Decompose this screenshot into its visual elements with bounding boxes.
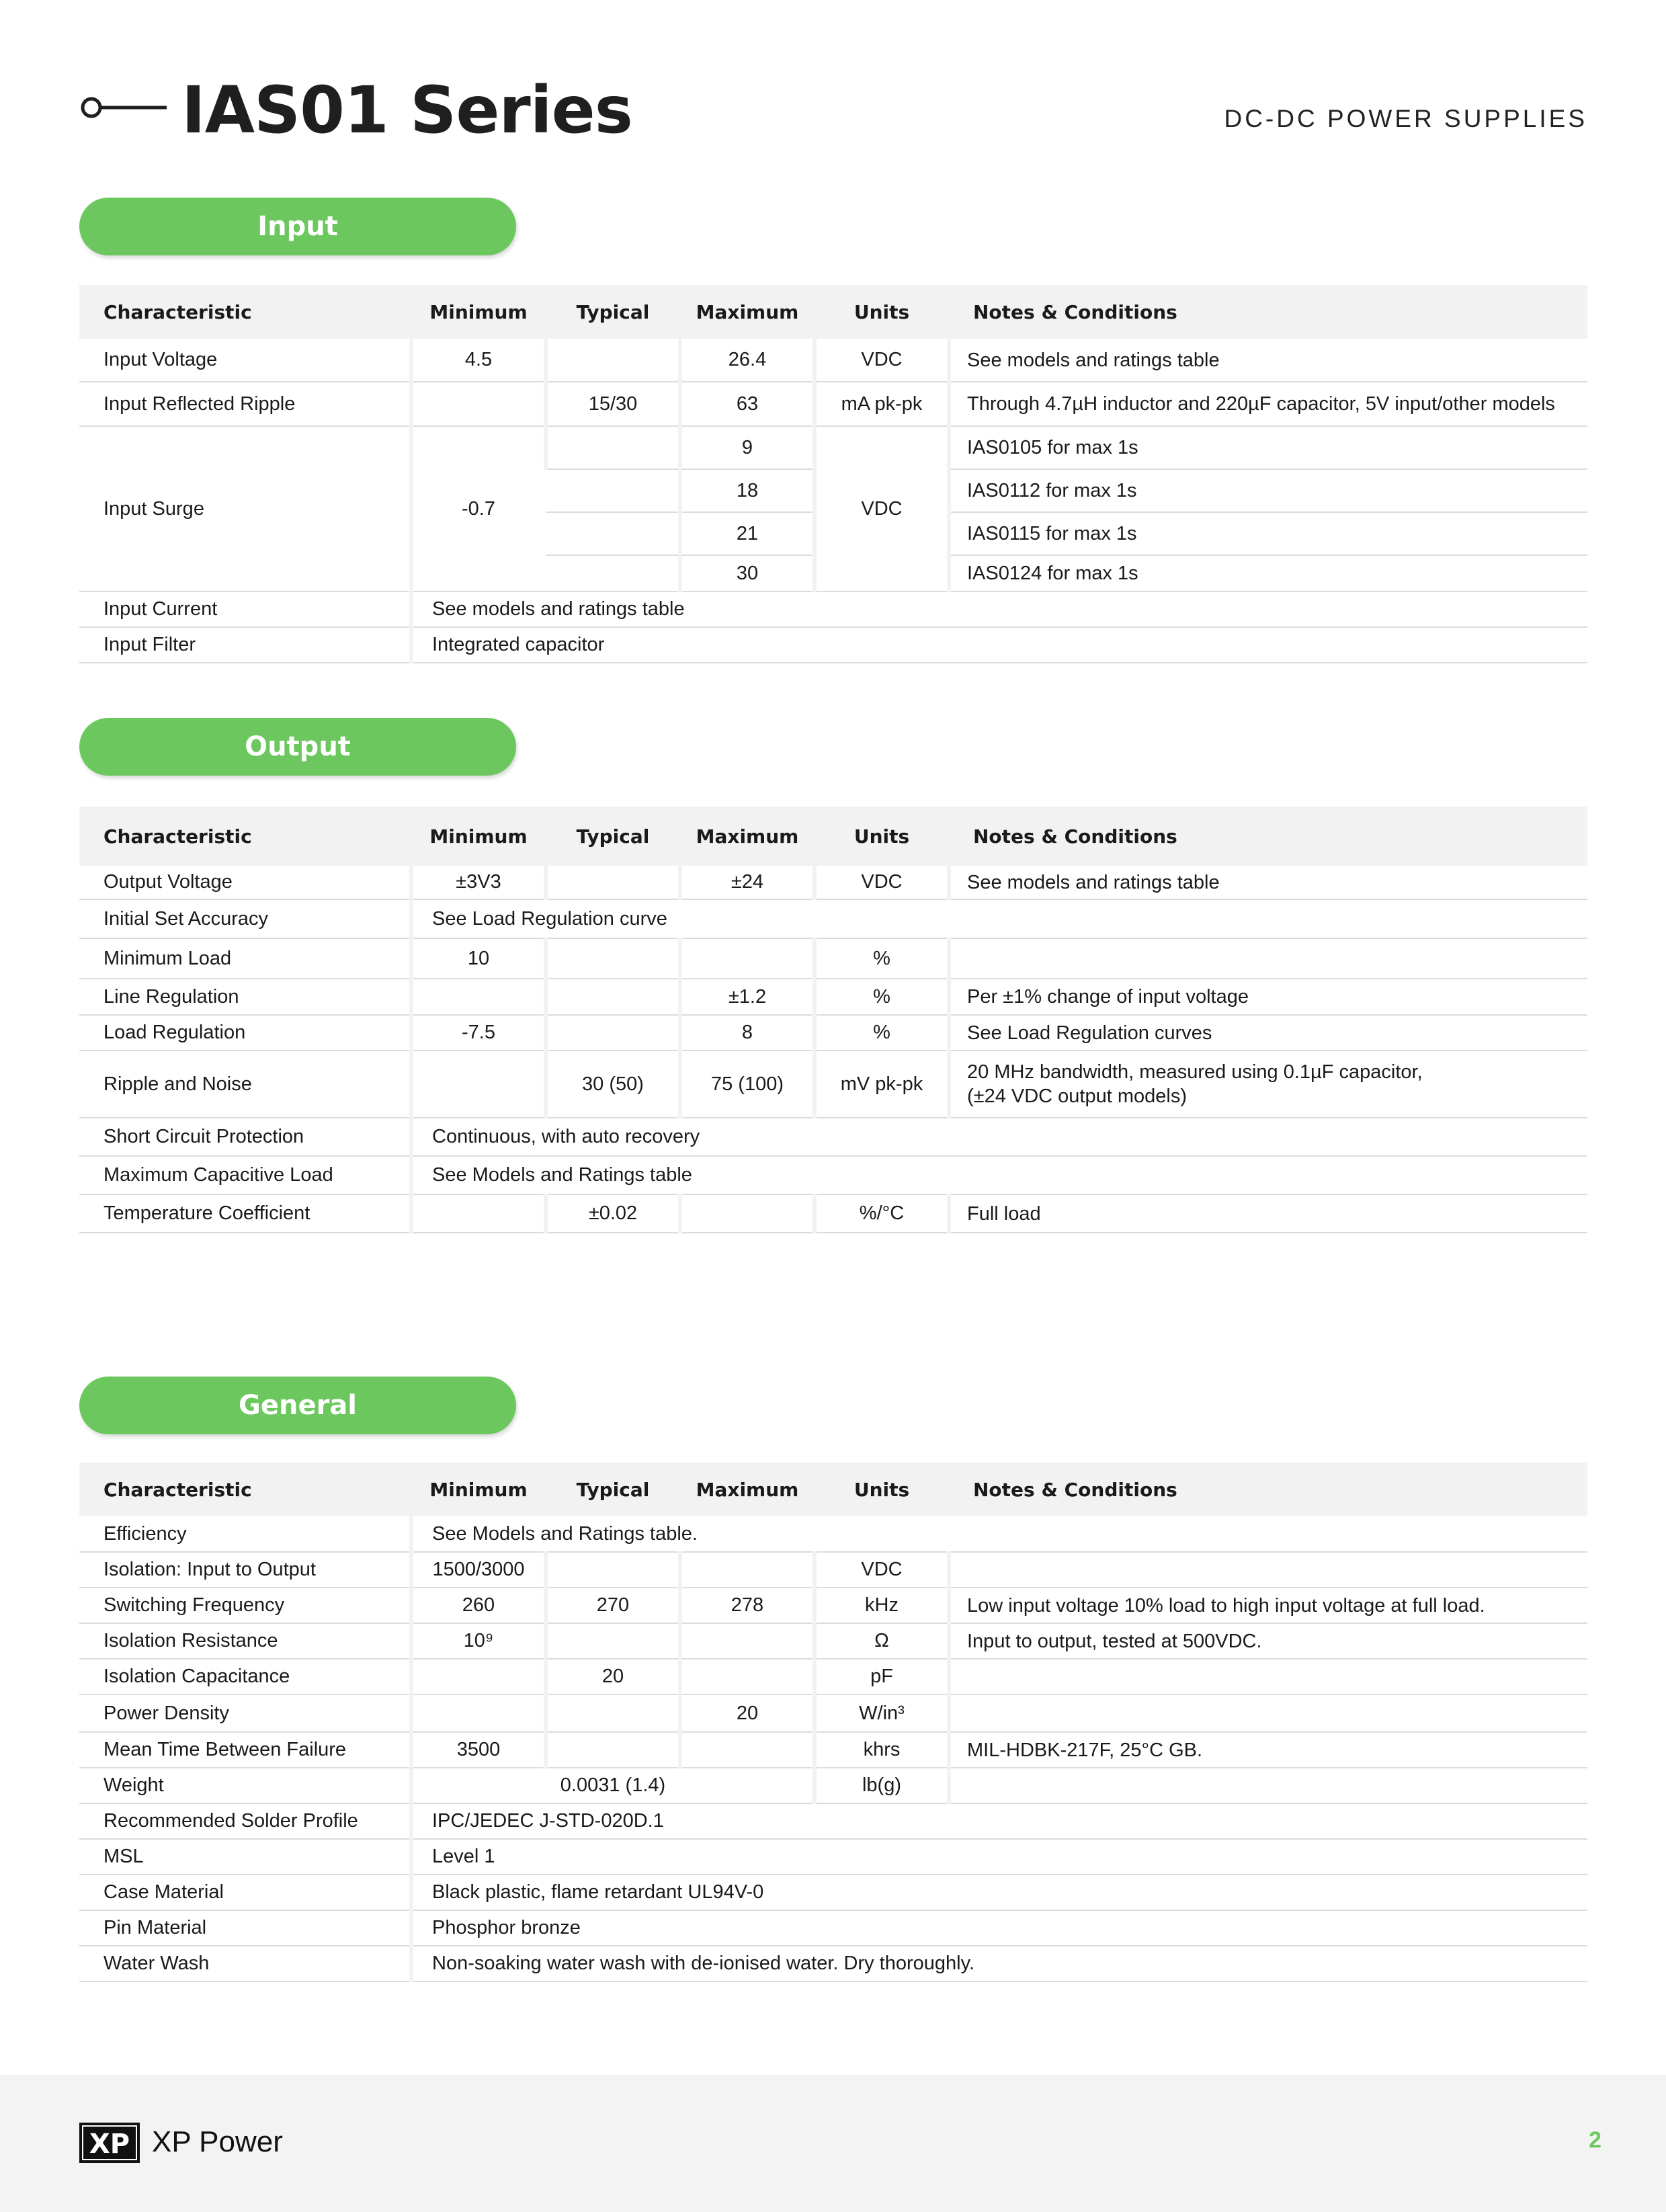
- minimum-cell: 3500: [411, 1732, 546, 1768]
- minimum-cell: [411, 1051, 546, 1118]
- minimum-cell: 260: [411, 1588, 546, 1623]
- value-cell: See Load Regulation curve: [411, 899, 1587, 938]
- table-row: [79, 1051, 1587, 1118]
- section-heading-general: General: [79, 1377, 516, 1434]
- typical-cell: [546, 1732, 680, 1768]
- characteristic-cell: Temperature Coefficient: [79, 1194, 411, 1233]
- minimum-cell: [411, 1194, 546, 1233]
- table-row: [79, 1118, 1587, 1156]
- characteristic-cell: Weight: [79, 1768, 411, 1803]
- table-row: [79, 426, 1587, 469]
- characteristic-cell: Input Filter: [79, 627, 411, 663]
- typical-cell: [546, 979, 680, 1015]
- value-cell: Continuous, with auto recovery: [411, 1118, 1587, 1156]
- notes-line: 20 MHz bandwidth, measured using 0.1µF capacitor,: [967, 1061, 1423, 1083]
- characteristic-cell: Isolation Resistance: [79, 1623, 411, 1659]
- maximum-cell: 9: [680, 426, 815, 469]
- typical-cell: [546, 426, 680, 469]
- characteristic-cell: Initial Set Accuracy: [79, 899, 411, 938]
- typical-cell: [546, 1015, 680, 1051]
- characteristic-cell: Input Voltage: [79, 339, 411, 382]
- characteristic-cell: Water Wash: [79, 1946, 411, 1981]
- table-row: [79, 1946, 1587, 1981]
- typical-cell: [546, 555, 680, 591]
- column-header: Minimum: [411, 285, 546, 339]
- brand-name: XP Power: [152, 2125, 283, 2158]
- page-number: 2: [1589, 2127, 1601, 2153]
- column-header: Typical: [546, 285, 680, 339]
- column-header: Notes & Conditions: [949, 807, 1587, 866]
- units-cell: VDC: [815, 426, 949, 591]
- maximum-cell: [680, 938, 815, 979]
- value-cell: Phosphor bronze: [411, 1910, 1587, 1946]
- typical-cell: [546, 1694, 680, 1732]
- table-row: [79, 1732, 1587, 1768]
- units-cell: W/in³: [815, 1694, 949, 1732]
- table-row: [79, 938, 1587, 979]
- minimum-cell: [411, 382, 546, 426]
- notes-cell: Input to output, tested at 500VDC.: [949, 1623, 1587, 1659]
- minimum-cell: 1500/3000: [411, 1552, 546, 1588]
- notes-cell: [949, 1659, 1587, 1694]
- maximum-cell: ±24: [680, 866, 815, 899]
- table-row: [79, 1156, 1587, 1194]
- column-header: Maximum: [680, 807, 815, 866]
- maximum-cell: 21: [680, 512, 815, 555]
- units-cell: %/°C: [815, 1194, 949, 1233]
- table-row: [79, 1194, 1587, 1233]
- notes-cell: IAS0115 for max 1s: [949, 512, 1587, 555]
- maximum-cell: [680, 1623, 815, 1659]
- characteristic-cell: Load Regulation: [79, 1015, 411, 1051]
- table-row: [79, 1516, 1587, 1552]
- column-header: Notes & Conditions: [949, 285, 1587, 339]
- notes-cell: Per ±1% change of input voltage: [949, 979, 1587, 1015]
- units-cell: %: [815, 979, 949, 1015]
- table-row: [79, 1623, 1587, 1659]
- column-header: Typical: [546, 1463, 680, 1516]
- page-header: [79, 67, 1587, 155]
- units-cell: VDC: [815, 866, 949, 899]
- table-row: [79, 1552, 1587, 1588]
- notes-cell: [949, 1694, 1587, 1732]
- characteristic-cell: Input Reflected Ripple: [79, 382, 411, 426]
- value-cell: Non-soaking water wash with de-ionised water. Dry thoroughly.: [411, 1946, 1587, 1981]
- typical-cell: [546, 1552, 680, 1588]
- table-row: [79, 866, 1587, 899]
- column-header: Units: [815, 807, 949, 866]
- column-header: Characteristic: [79, 807, 411, 866]
- characteristic-cell: Ripple and Noise: [79, 1051, 411, 1118]
- notes-cell: See models and ratings table: [949, 866, 1587, 899]
- column-header: Characteristic: [79, 285, 411, 339]
- maximum-cell: 63: [680, 382, 815, 426]
- document-category: DC-DC POWER SUPPLIES: [1224, 105, 1587, 132]
- column-header: Maximum: [680, 1463, 815, 1516]
- table-row: [79, 339, 1587, 382]
- notes-cell: Through 4.7µH inductor and 220µF capacitor, 5V input/other models: [949, 382, 1587, 426]
- maximum-cell: 26.4: [680, 339, 815, 382]
- minimum-cell: ±3V3: [411, 866, 546, 899]
- typical-cell: 270: [546, 1588, 680, 1623]
- characteristic-cell: Input Surge: [79, 426, 411, 591]
- value-cell: IPC/JEDEC J-STD-020D.1: [411, 1803, 1587, 1839]
- units-cell: mA pk-pk: [815, 382, 949, 426]
- value-cell: Integrated capacitor: [411, 627, 1587, 663]
- logo-mark-text: XP: [89, 2129, 130, 2160]
- units-cell: %: [815, 938, 949, 979]
- column-header: Minimum: [411, 1463, 546, 1516]
- maximum-cell: [680, 1659, 815, 1694]
- typical-cell: 0.0031 (1.4): [411, 1768, 815, 1803]
- units-cell: lb(g): [815, 1768, 949, 1803]
- characteristic-cell: Power Density: [79, 1694, 411, 1732]
- table-row: [79, 1015, 1587, 1051]
- xp-logo-icon: [79, 2123, 140, 2163]
- table-row: [79, 591, 1587, 627]
- table-header-row: [79, 807, 1587, 866]
- characteristic-cell: Efficiency: [79, 1516, 411, 1552]
- notes-cell: IAS0112 for max 1s: [949, 469, 1587, 512]
- value-cell: See Models and Ratings table.: [411, 1516, 1587, 1552]
- minimum-cell: -0.7: [411, 426, 546, 591]
- units-cell: VDC: [815, 1552, 949, 1588]
- maximum-cell: 30: [680, 555, 815, 591]
- value-cell: See Models and Ratings table: [411, 1156, 1587, 1194]
- table-row: [79, 382, 1587, 426]
- units-cell: %: [815, 1015, 949, 1051]
- characteristic-cell: Isolation Capacitance: [79, 1659, 411, 1694]
- notes-cell: Full load: [949, 1194, 1587, 1233]
- typical-cell: 30 (50): [546, 1051, 680, 1118]
- notes-cell: IAS0105 for max 1s: [949, 426, 1587, 469]
- typical-cell: ±0.02: [546, 1194, 680, 1233]
- typical-cell: [546, 512, 680, 555]
- minimum-cell: 10: [411, 938, 546, 979]
- maximum-cell: 8: [680, 1015, 815, 1051]
- column-header: Units: [815, 285, 949, 339]
- minimum-cell: [411, 1659, 546, 1694]
- characteristic-cell: Recommended Solder Profile: [79, 1803, 411, 1839]
- maximum-cell: 18: [680, 469, 815, 512]
- table-header-row: [79, 1463, 1587, 1516]
- column-header: Typical: [546, 807, 680, 866]
- notes-cell: Low input voltage 10% load to high input voltage at full load.: [949, 1588, 1587, 1623]
- minimum-cell: 10⁹: [411, 1623, 546, 1659]
- minimum-cell: [411, 979, 546, 1015]
- units-cell: pF: [815, 1659, 949, 1694]
- typical-cell: [546, 938, 680, 979]
- notes-cell: MIL-HDBK-217F, 25°C GB.: [949, 1732, 1587, 1768]
- notes-cell: IAS0124 for max 1s: [949, 555, 1587, 591]
- column-header: Maximum: [680, 285, 815, 339]
- minimum-cell: -7.5: [411, 1015, 546, 1051]
- general-spec-table: [79, 1463, 1587, 1982]
- minimum-cell: 4.5: [411, 339, 546, 382]
- notes-line: (±24 VDC output models): [967, 1085, 1188, 1107]
- section-heading-output: Output: [79, 718, 516, 776]
- maximum-cell: [680, 1552, 815, 1588]
- page-footer: [0, 2075, 1666, 2212]
- table-row: [79, 1910, 1587, 1946]
- units-cell: VDC: [815, 339, 949, 382]
- maximum-cell: [680, 1194, 815, 1233]
- units-cell: Ω: [815, 1623, 949, 1659]
- characteristic-cell: Minimum Load: [79, 938, 411, 979]
- value-cell: See models and ratings table: [411, 591, 1587, 627]
- units-cell: kHz: [815, 1588, 949, 1623]
- characteristic-cell: Isolation: Input to Output: [79, 1552, 411, 1588]
- output-spec-table: [79, 807, 1587, 1233]
- characteristic-cell: MSL: [79, 1839, 411, 1875]
- column-header: Characteristic: [79, 1463, 411, 1516]
- table-row: [79, 979, 1587, 1015]
- characteristic-cell: Mean Time Between Failure: [79, 1732, 411, 1768]
- notes-cell: [949, 938, 1587, 979]
- typical-cell: 20: [546, 1659, 680, 1694]
- characteristic-cell: Switching Frequency: [79, 1588, 411, 1623]
- typical-cell: [546, 866, 680, 899]
- input-spec-table: [79, 285, 1587, 663]
- table-row: [79, 1694, 1587, 1732]
- notes-cell: See Load Regulation curves: [949, 1015, 1587, 1051]
- typical-cell: [546, 339, 680, 382]
- page-title: IAS01 Series: [181, 73, 632, 148]
- table-row: [79, 1588, 1587, 1623]
- table-row: [79, 899, 1587, 938]
- units-cell: khrs: [815, 1732, 949, 1768]
- table-row: [79, 1875, 1587, 1910]
- column-header: Units: [815, 1463, 949, 1516]
- table-header-row: [79, 285, 1587, 339]
- characteristic-cell: Short Circuit Protection: [79, 1118, 411, 1156]
- maximum-cell: [680, 1732, 815, 1768]
- maximum-cell: 20: [680, 1694, 815, 1732]
- circle-line-icon: [79, 94, 167, 121]
- minimum-cell: [411, 1694, 546, 1732]
- column-header: Minimum: [411, 807, 546, 866]
- notes-cell: [949, 1768, 1587, 1803]
- typical-cell: 15/30: [546, 382, 680, 426]
- characteristic-cell: Pin Material: [79, 1910, 411, 1946]
- maximum-cell: ±1.2: [680, 979, 815, 1015]
- maximum-cell: 278: [680, 1588, 815, 1623]
- notes-cell: [949, 1051, 1587, 1118]
- table-row: [79, 1839, 1587, 1875]
- typical-cell: [546, 469, 680, 512]
- value-cell: Level 1: [411, 1839, 1587, 1875]
- characteristic-cell: Case Material: [79, 1875, 411, 1910]
- table-row: [79, 1768, 1587, 1803]
- maximum-cell: 75 (100): [680, 1051, 815, 1118]
- table-row: [79, 1659, 1587, 1694]
- characteristic-cell: Maximum Capacitive Load: [79, 1156, 411, 1194]
- section-heading-input: Input: [79, 198, 516, 255]
- notes-cell: See models and ratings table: [949, 339, 1587, 382]
- characteristic-cell: Line Regulation: [79, 979, 411, 1015]
- characteristic-cell: Input Current: [79, 591, 411, 627]
- value-cell: Black plastic, flame retardant UL94V-0: [411, 1875, 1587, 1910]
- characteristic-cell: Output Voltage: [79, 866, 411, 899]
- notes-cell: [949, 1552, 1587, 1588]
- typical-cell: [546, 1623, 680, 1659]
- units-cell: mV pk-pk: [815, 1051, 949, 1118]
- table-row: [79, 627, 1587, 663]
- table-row: [79, 1803, 1587, 1839]
- column-header: Notes & Conditions: [949, 1463, 1587, 1516]
